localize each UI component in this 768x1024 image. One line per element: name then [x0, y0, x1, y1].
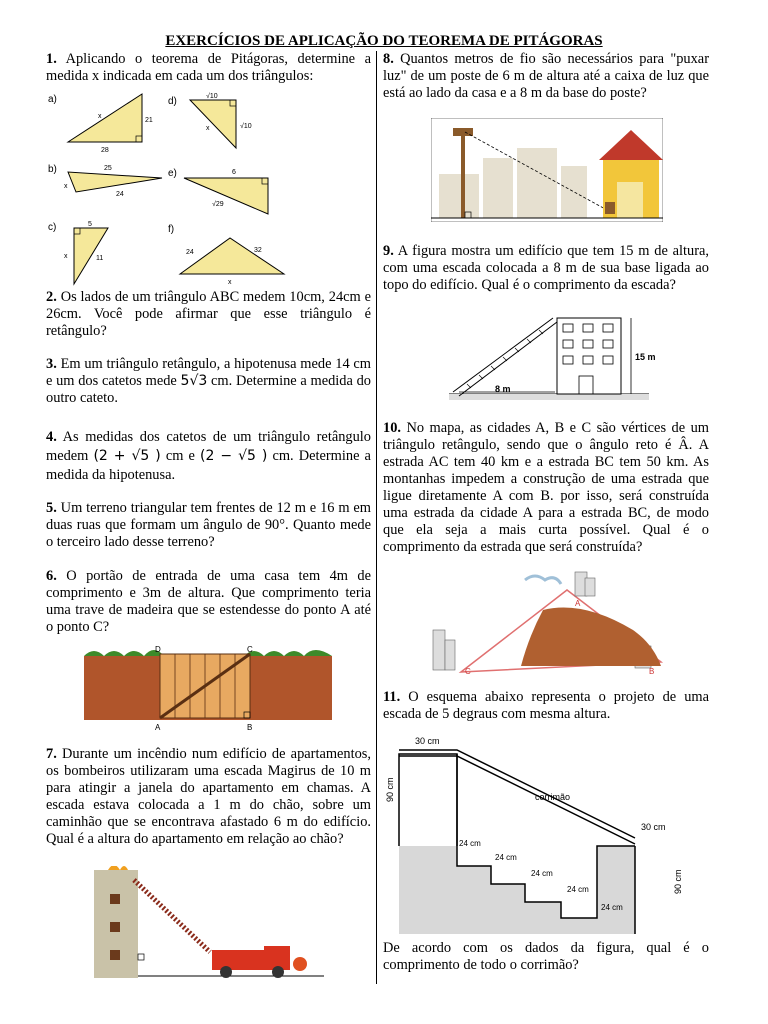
question-number: 1. [46, 51, 57, 67]
question-8 [383, 51, 709, 102]
question-text: As medidas dos catetos de um triângulo retângulo medem [46, 429, 371, 464]
q10-map-figure [425, 570, 667, 682]
q8-pole-figure [431, 118, 663, 222]
math-expression-1: (2 + √5 ) [93, 448, 161, 464]
math-expression-2: (2 − √5 ) [200, 448, 268, 464]
point-d: D [155, 645, 161, 654]
question-text-mid: cm e [165, 448, 195, 464]
question-text: Durante um incêndio num edifício de apartamentos, os bombeiros utilizaram uma escada Magirus de 10 m para atingir a janela do apartamento em chamas. A escada estava colocada a 1 m do chão, sobre um caminhão que se encontrava afastado 6 m do edifício. Qual é a altura do apartamento em relação ao chão? [46, 746, 371, 847]
question-text-cont: cm. Determine a medida da hipotenusa. [46, 448, 371, 483]
point-a: A [155, 723, 161, 732]
question-footer-text: De acordo com os dados da figura, qual é o comprimento de todo o corrimão? [383, 940, 709, 973]
question-10 [383, 420, 709, 556]
triangle-b [68, 172, 162, 192]
label-e: e) [168, 168, 177, 179]
step-label-3: 24 cm [531, 869, 553, 878]
question-number: 9. [383, 243, 394, 259]
step-label-2: 24 cm [495, 853, 517, 862]
tri-b-side2: x [64, 183, 68, 190]
question-number: 7. [46, 746, 57, 762]
question-number: 6. [46, 568, 57, 584]
label-f: f) [168, 224, 175, 235]
tri-c-side3: 11 [96, 255, 104, 262]
question-text: Um terreno triangular tem frentes de 12 m e 16 m em duas ruas que formam um ângulo de 90°. Quanto mede o terceiro lado desse terreno? [46, 500, 371, 550]
tri-f-side1: 24 [186, 249, 194, 256]
tri-a-side1: x [98, 113, 102, 120]
tri-c-side1: 5 [88, 221, 92, 228]
q7-firetruck-figure [94, 866, 324, 982]
q6-gate-figure [84, 638, 332, 734]
question-text: Aplicando o teorema de Pitágoras, determine a medida x indicada em cada um dos triângulos: [46, 51, 371, 84]
point-b: B [247, 723, 253, 732]
tri-d-side2: x [206, 125, 210, 132]
tri-a-side3: 28 [101, 147, 109, 154]
page-title: EXERCÍCIOS DE APLICAÇÃO DO TEOREMA DE PITÁGORAS [165, 33, 603, 49]
question-text: No mapa, as cidades A, B e C são vértices de um triângulo retângulo, sendo que o ângulo reto é Â. A estrada AC tem 40 km e a estrada BC tem 50 km. As montanhas impedem a construção de uma estrada que ligue diretamente A com B. por isso, será construída uma estrada da cidade A para a estrada BC, de modo que ela seja a mais curta possível. Qual é o comprimento da estrada que será construída? [383, 420, 709, 555]
triangle-e [184, 178, 268, 214]
question-number: 5. [46, 500, 57, 516]
base-label: 8 m [495, 384, 511, 394]
right-width-label: 30 cm [641, 822, 666, 832]
question-number: 11. [383, 689, 401, 705]
column-divider [376, 51, 377, 984]
q11-staircase-figure [385, 730, 695, 936]
height-label: 15 m [635, 352, 656, 362]
city-b: B [649, 667, 655, 676]
question-text: O esquema abaixo representa o projeto de uma escada de 5 degraus com mesma altura. [383, 689, 709, 722]
tri-f-side3: x [228, 279, 232, 286]
left-height-label: 90 cm [385, 777, 395, 802]
label-a: a) [48, 94, 57, 105]
left-column [46, 0, 371, 1024]
point-c: C [247, 645, 253, 654]
question-4 [46, 428, 371, 485]
q1-triangles-figure [46, 88, 371, 288]
label-c: c) [48, 222, 57, 233]
q9-building-figure [449, 312, 669, 404]
tri-e-side1: 6 [232, 169, 236, 176]
question-1 [46, 51, 371, 85]
question-7 [46, 746, 371, 848]
tri-e-side3: √29 [212, 201, 224, 208]
question-number: 8. [383, 51, 394, 67]
question-9 [383, 243, 709, 294]
question-text: Em um triângulo retângulo, a hipotenusa mede 14 cm e um dos catetos mede [46, 356, 372, 389]
city-a: A [575, 599, 581, 608]
question-text: Quantos metros de fio são necessários para "puxar luz" de um poste de 6 m de altura até a caixa de luz que está ao lado da casa e a 8 m da base do poste? [383, 51, 709, 101]
label-b: b) [48, 164, 57, 175]
question-11-footer [383, 940, 709, 974]
triangle-f [180, 238, 284, 274]
question-6 [46, 568, 371, 636]
question-text: Os lados de um triângulo ABC medem 10cm, 24cm e 26cm. Você pode afirmar que esse triângulo é retângulo? [46, 289, 371, 339]
right-column [383, 0, 709, 1024]
question-text: A figura mostra um edifício que tem 15 m de altura, com uma escada colocada a 8 m de sua base ligada ao topo do edifício. Qual é o comprimento da escada? [383, 243, 709, 293]
tri-a-side2: 21 [145, 117, 153, 124]
label-d: d) [168, 96, 177, 107]
tri-d-side1: √10 [206, 93, 218, 100]
right-height-label: 90 cm [673, 869, 683, 894]
question-2 [46, 289, 371, 340]
triangle-d [190, 100, 236, 148]
top-width-label: 30 cm [415, 736, 440, 746]
step-label-4: 24 cm [567, 885, 589, 894]
question-number: 3. [46, 356, 57, 372]
question-number: 2. [46, 289, 57, 305]
step-label-5: 24 cm [601, 903, 623, 912]
question-5 [46, 500, 371, 551]
triangle-a [68, 94, 142, 142]
question-text: O portão de entrada de uma casa tem 4m de comprimento e 3m de altura. Que comprimento teria uma trave de madeira que se estendesse do ponto A até o ponto C? [46, 568, 371, 635]
tri-b-side3: 24 [116, 191, 124, 198]
tri-b-side1: 25 [104, 165, 112, 172]
question-3 [46, 356, 371, 407]
tri-c-side2: x [64, 253, 68, 260]
step-label-1: 24 cm [459, 839, 481, 848]
question-number: 10. [383, 420, 401, 436]
math-expression: 5√3 [180, 373, 208, 389]
rail-label: corrimão [535, 792, 571, 802]
question-number: 4. [46, 429, 57, 445]
city-c: C [465, 667, 471, 676]
question-11 [383, 689, 709, 723]
question-text-cont: cm. Determine a medida do outro cateto. [46, 373, 371, 406]
tri-f-side2: 32 [254, 247, 262, 254]
tri-d-side3: √10 [240, 123, 252, 130]
